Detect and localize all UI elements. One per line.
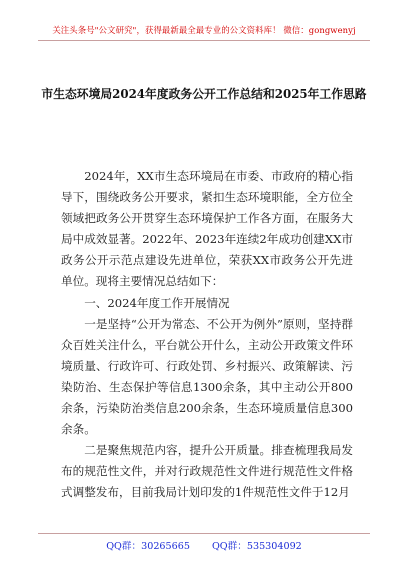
document-title: 市生态环境局2024年度政务公开工作总结和2025年工作思路	[41, 87, 367, 101]
section-heading: 一、2024年度工作开展情况	[84, 295, 230, 310]
body-paragraph: 一是坚持“公开为常态、不公开为例外”原则，坚持群众百姓关注什么，平台就公开什么，主动公开政策文件环境质量、行政许可、行政处罚、乡村振兴、政策解读、污染防治、生态保护等信息1300余条，其中主动公开800余条，污染防治类信息200余条，生态环境质量信息300余条。	[61, 316, 353, 437]
footer-divider	[38, 533, 370, 534]
header-divider	[38, 40, 370, 41]
document-body	[61, 166, 353, 504]
footer-contacts	[0, 538, 408, 552]
header-banner: 关注头条号"公文研究"，获得最新最全最专业的公文资料库！ 微信：gongwenyj	[52, 25, 356, 35]
intro-paragraph: 2024年，XX市生态环境局在市委、市政府的精心指导下，围绕政务公开要求，紧扣生态环境职能，全方位全领域把政务公开贯穿生态环境保护工作各方面，在服务大局中成效显著。2022年、2023年连续2年成功创建XX市政务公开示范点建设先进单位，荣获XX市政务公开先进单位。现将主要情况总结如下：	[61, 169, 353, 289]
footer-qq-group-2: QQ群：535304092	[211, 541, 302, 552]
body-paragraph: 二是聚焦规范内容，提升公开质量。排查梳理我局发布的规范性文件，并对行政规范性文件进行规范性文件格式调整发布，目前我局计划印发的1件规范性文件于12月	[61, 443, 353, 500]
footer-qq-group-1: QQ群：30265665	[106, 541, 190, 552]
